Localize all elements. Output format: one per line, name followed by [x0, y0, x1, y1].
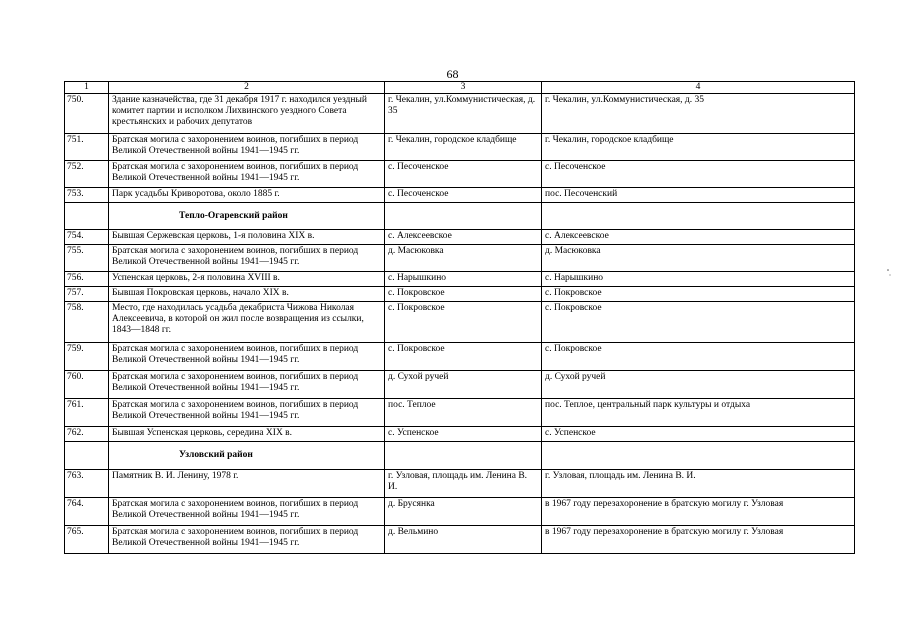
monument-name: Братская могила с захоронением воинов, погибших в период Великой Отечественной войны 1941—1945 гг. [109, 399, 385, 427]
monument-name: Братская могила с захоронением воинов, погибших в период Великой Отечественной войны 1941—1945 гг. [109, 245, 385, 272]
table-row [65, 230, 855, 245]
monument-location: г. Узловая, площадь им. Ленина В. И. [385, 470, 542, 498]
table-row [65, 245, 855, 272]
monument-name: Памятник В. И. Ленину, 1978 г. [109, 470, 385, 498]
section-empty-cell [542, 203, 855, 230]
section-empty-cell [385, 442, 542, 470]
monument-name: Братская могила с захоронением воинов, погибших в период Великой Отечественной войны 1941—1945 гг. [109, 134, 385, 161]
page-number: 68 [446, 67, 459, 81]
monument-address: пос. Песоченский [542, 188, 855, 203]
monument-address: с. Алексеевское [542, 230, 855, 245]
column-number-1: 1 [65, 82, 109, 94]
table-row [65, 94, 855, 134]
section-row [65, 442, 855, 470]
table-row [65, 427, 855, 442]
monument-location: с. Нарышкино [385, 272, 542, 287]
monument-address: с. Успенское [542, 427, 855, 442]
monument-location: г. Чекалин, ул.Коммунистическая, д. 35 [385, 94, 542, 134]
monument-address: в 1967 году перезахоронение в братскую могилу г. Узловая [542, 526, 855, 554]
monument-address: д. Масюковка [542, 245, 855, 272]
monument-location: д. Вельмино [385, 526, 542, 554]
row-number: 765. [65, 526, 109, 554]
table-row [65, 188, 855, 203]
monument-location: с. Успенское [385, 427, 542, 442]
table-body [65, 82, 855, 554]
row-number: 763. [65, 470, 109, 498]
table-row [65, 371, 855, 399]
section-title: Узловский район [109, 442, 385, 470]
row-number: 760. [65, 371, 109, 399]
monument-location: пос. Теплое [385, 399, 542, 427]
monument-location: с. Покровское [385, 302, 542, 343]
monument-address: г. Узловая, площадь им. Ленина В. И. [542, 470, 855, 498]
scan-speck-marks [886, 268, 892, 278]
column-number-row [65, 82, 855, 94]
table-row [65, 287, 855, 302]
monument-name: Успенская церковь, 2-я половина XVIII в. [109, 272, 385, 287]
monument-location: с. Песоченское [385, 161, 542, 188]
column-number-2: 2 [109, 82, 385, 94]
column-number-4: 4 [542, 82, 855, 94]
row-number: 762. [65, 427, 109, 442]
monument-address: г. Чекалин, городское кладбище [542, 134, 855, 161]
monument-location: д. Брусянка [385, 498, 542, 526]
table-row [65, 470, 855, 498]
row-number: 758. [65, 302, 109, 343]
row-number: 761. [65, 399, 109, 427]
section-title: Тепло-Огаревский район [109, 203, 385, 230]
monument-name: Братская могила с захоронением воинов, погибших в период Великой Отечественной войны 1941—1945 гг. [109, 371, 385, 399]
monument-name: Братская могила с захоронением воинов, погибших в период Великой Отечественной войны 1941—1945 гг. [109, 498, 385, 526]
monuments-table [64, 81, 855, 554]
monument-name: Бывшая Покровская церковь, начало XIX в. [109, 287, 385, 302]
monument-location: с. Песоченское [385, 188, 542, 203]
monument-name: Братская могила с захоронением воинов, погибших в период Великой Отечественной войны 1941—1945 гг. [109, 161, 385, 188]
row-number: 759. [65, 343, 109, 371]
monument-location: с. Алексеевское [385, 230, 542, 245]
section-empty-cell [65, 442, 109, 470]
monument-location: д. Масюковка [385, 245, 542, 272]
row-number: 752. [65, 161, 109, 188]
monument-location: г. Чекалин, городское кладбище [385, 134, 542, 161]
table-row [65, 161, 855, 188]
table-row [65, 134, 855, 161]
row-number: 757. [65, 287, 109, 302]
monument-address: с. Покровское [542, 287, 855, 302]
section-row [65, 203, 855, 230]
monument-address: в 1967 году перезахоронение в братскую могилу г. Узловая [542, 498, 855, 526]
monument-name: Место, где находилась усадьба декабриста Чижова Николая Алексеевича, в которой он жил после возвращения из ссылки, 1843—1848 гг. [109, 302, 385, 343]
monument-name: Бывшая Сержевская церковь, 1-я половина XIX в. [109, 230, 385, 245]
monument-location: д. Сухой ручей [385, 371, 542, 399]
monument-address: с. Покровское [542, 302, 855, 343]
monument-address: д. Сухой ручей [542, 371, 855, 399]
row-number: 764. [65, 498, 109, 526]
row-number: 753. [65, 188, 109, 203]
table-row [65, 302, 855, 343]
monument-address: г. Чекалин, ул.Коммунистическая, д. 35 [542, 94, 855, 134]
table-row [65, 498, 855, 526]
row-number: 750. [65, 94, 109, 134]
section-empty-cell [65, 203, 109, 230]
section-empty-cell [385, 203, 542, 230]
monument-address: с. Нарышкино [542, 272, 855, 287]
table-row [65, 343, 855, 371]
row-number: 751. [65, 134, 109, 161]
monument-location: с. Покровское [385, 287, 542, 302]
monument-address: пос. Теплое, центральный парк культуры и отдыха [542, 399, 855, 427]
monument-address: с. Песоченское [542, 161, 855, 188]
row-number: 755. [65, 245, 109, 272]
monument-address: с. Покровское [542, 343, 855, 371]
monument-name: Здание казначейства, где 31 декабря 1917 г. находился уездный комитет партии и исполком Лихвинского уездного Совета крестьянских и рабочих депутатов [109, 94, 385, 134]
monument-name: Братская могила с захоронением воинов, погибших в период Великой Отечественной войны 1941—1945 гг. [109, 343, 385, 371]
section-empty-cell [542, 442, 855, 470]
table-row [65, 272, 855, 287]
row-number: 754. [65, 230, 109, 245]
column-number-3: 3 [385, 82, 542, 94]
table-row [65, 526, 855, 554]
table-row [65, 399, 855, 427]
monument-name: Братская могила с захоронением воинов, погибших в период Великой Отечественной войны 1941—1945 гг. [109, 526, 385, 554]
monument-name: Бывшая Успенская церковь, середина XIX в. [109, 427, 385, 442]
row-number: 756. [65, 272, 109, 287]
monument-location: с. Покровское [385, 343, 542, 371]
monument-name: Парк усадьбы Криворотова, около 1885 г. [109, 188, 385, 203]
